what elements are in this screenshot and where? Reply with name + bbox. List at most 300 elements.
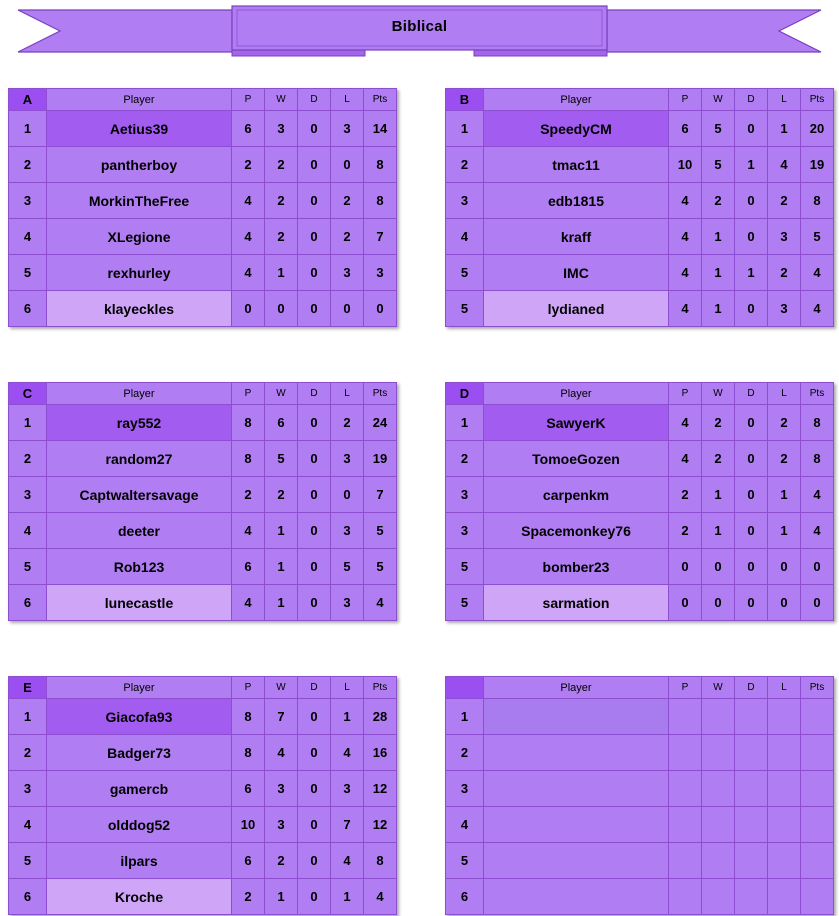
row-stat-w: 1 bbox=[265, 255, 298, 291]
column-header-w: W bbox=[265, 89, 298, 111]
row-stat-l bbox=[768, 843, 801, 879]
row-player-name: klayeckles bbox=[47, 291, 232, 327]
column-header-w: W bbox=[702, 89, 735, 111]
row-stat-l: 3 bbox=[331, 111, 364, 147]
column-header-p: P bbox=[232, 383, 265, 405]
row-stat-l: 1 bbox=[768, 477, 801, 513]
table-row bbox=[9, 879, 397, 915]
standings-table-b bbox=[445, 88, 834, 327]
row-stat-pts: 4 bbox=[801, 477, 834, 513]
table-row bbox=[9, 147, 397, 183]
row-stat-l: 1 bbox=[331, 879, 364, 915]
row-stat-l: 2 bbox=[768, 441, 801, 477]
row-player-name: SpeedyCM bbox=[484, 111, 669, 147]
row-stat-p bbox=[669, 843, 702, 879]
row-stat-p bbox=[669, 879, 702, 915]
row-stat-p: 4 bbox=[669, 441, 702, 477]
row-stat-d: 0 bbox=[298, 771, 331, 807]
table-row bbox=[9, 291, 397, 327]
row-stat-p: 6 bbox=[669, 111, 702, 147]
table-row bbox=[446, 585, 834, 621]
group-label: D bbox=[446, 383, 484, 405]
row-stat-w: 2 bbox=[702, 441, 735, 477]
row-stat-l: 2 bbox=[331, 405, 364, 441]
row-stat-pts: 8 bbox=[364, 183, 397, 219]
column-header-d: D bbox=[298, 89, 331, 111]
row-stat-d bbox=[735, 879, 768, 915]
row-stat-w: 1 bbox=[702, 477, 735, 513]
row-stat-l: 2 bbox=[768, 183, 801, 219]
row-player-name: XLegione bbox=[47, 219, 232, 255]
row-stat-d bbox=[735, 771, 768, 807]
column-header-d: D bbox=[735, 677, 768, 699]
row-stat-w: 1 bbox=[702, 291, 735, 327]
row-stat-p: 4 bbox=[669, 183, 702, 219]
row-stat-p: 4 bbox=[232, 219, 265, 255]
row-position: 2 bbox=[9, 147, 47, 183]
row-stat-w: 1 bbox=[265, 585, 298, 621]
row-player-name: random27 bbox=[47, 441, 232, 477]
group-label: A bbox=[9, 89, 47, 111]
row-position: 5 bbox=[446, 549, 484, 585]
row-stat-pts: 12 bbox=[364, 771, 397, 807]
row-stat-w: 3 bbox=[265, 771, 298, 807]
row-position: 3 bbox=[446, 771, 484, 807]
row-stat-l: 5 bbox=[331, 549, 364, 585]
table-row bbox=[446, 879, 834, 915]
row-player-name: SawyerK bbox=[484, 405, 669, 441]
column-header-p: P bbox=[669, 677, 702, 699]
column-header-d: D bbox=[298, 383, 331, 405]
row-stat-p: 4 bbox=[669, 405, 702, 441]
standings-table-e bbox=[8, 676, 397, 915]
table-row bbox=[9, 111, 397, 147]
table-row bbox=[446, 735, 834, 771]
row-stat-w bbox=[702, 735, 735, 771]
row-stat-l: 4 bbox=[331, 843, 364, 879]
table-row bbox=[9, 807, 397, 843]
column-header-p: P bbox=[232, 677, 265, 699]
row-stat-l bbox=[768, 807, 801, 843]
table-row bbox=[9, 735, 397, 771]
row-stat-d: 0 bbox=[298, 585, 331, 621]
table-row bbox=[9, 843, 397, 879]
row-position: 4 bbox=[9, 807, 47, 843]
row-position: 2 bbox=[9, 735, 47, 771]
table-row bbox=[446, 699, 834, 735]
column-header-player: Player bbox=[47, 677, 232, 699]
standings-grid bbox=[0, 70, 839, 915]
table-row bbox=[446, 771, 834, 807]
row-stat-w: 2 bbox=[265, 843, 298, 879]
table-header-row bbox=[446, 383, 834, 405]
row-stat-l: 2 bbox=[768, 255, 801, 291]
table-row bbox=[9, 219, 397, 255]
row-stat-d: 0 bbox=[298, 147, 331, 183]
column-header-player: Player bbox=[484, 677, 669, 699]
row-stat-pts: 12 bbox=[364, 807, 397, 843]
row-stat-w: 0 bbox=[265, 291, 298, 327]
row-stat-d: 0 bbox=[735, 549, 768, 585]
row-stat-l: 0 bbox=[331, 291, 364, 327]
column-header-l: L bbox=[768, 677, 801, 699]
row-player-name: carpenkm bbox=[484, 477, 669, 513]
column-header-l: L bbox=[768, 89, 801, 111]
row-stat-l: 1 bbox=[331, 699, 364, 735]
table-row bbox=[446, 513, 834, 549]
row-stat-pts: 8 bbox=[801, 405, 834, 441]
row-stat-d: 0 bbox=[735, 405, 768, 441]
row-stat-pts: 5 bbox=[364, 549, 397, 585]
column-header-d: D bbox=[735, 383, 768, 405]
row-stat-pts: 4 bbox=[364, 879, 397, 915]
row-stat-d: 0 bbox=[298, 405, 331, 441]
column-header-l: L bbox=[331, 89, 364, 111]
table-header-row bbox=[9, 677, 397, 699]
row-position: 2 bbox=[446, 735, 484, 771]
row-player-name: ray552 bbox=[47, 405, 232, 441]
row-stat-w: 0 bbox=[702, 549, 735, 585]
row-player-name: edb1815 bbox=[484, 183, 669, 219]
column-header-w: W bbox=[702, 677, 735, 699]
row-player-name: Badger73 bbox=[47, 735, 232, 771]
row-player-name: Spacemonkey76 bbox=[484, 513, 669, 549]
column-header-p: P bbox=[669, 383, 702, 405]
column-header-pts: Pts bbox=[801, 383, 834, 405]
row-position: 3 bbox=[9, 183, 47, 219]
row-stat-pts: 4 bbox=[801, 291, 834, 327]
row-stat-d bbox=[735, 807, 768, 843]
row-stat-pts: 0 bbox=[801, 585, 834, 621]
row-stat-d: 0 bbox=[298, 843, 331, 879]
row-stat-w: 1 bbox=[265, 879, 298, 915]
row-stat-p: 4 bbox=[232, 255, 265, 291]
row-stat-p: 0 bbox=[232, 291, 265, 327]
row-position: 1 bbox=[446, 111, 484, 147]
row-stat-l bbox=[768, 879, 801, 915]
row-position: 4 bbox=[9, 219, 47, 255]
row-stat-l: 1 bbox=[768, 513, 801, 549]
row-stat-d: 0 bbox=[735, 183, 768, 219]
row-position: 6 bbox=[9, 879, 47, 915]
row-stat-pts: 4 bbox=[364, 585, 397, 621]
row-stat-l: 0 bbox=[768, 549, 801, 585]
row-stat-p: 8 bbox=[232, 699, 265, 735]
row-stat-d: 0 bbox=[298, 183, 331, 219]
column-header-pts: Pts bbox=[801, 89, 834, 111]
row-stat-pts: 0 bbox=[801, 549, 834, 585]
row-player-name: gamercb bbox=[47, 771, 232, 807]
row-stat-d: 0 bbox=[735, 513, 768, 549]
row-stat-p: 8 bbox=[232, 735, 265, 771]
row-stat-w: 6 bbox=[265, 405, 298, 441]
row-stat-p: 10 bbox=[669, 147, 702, 183]
row-stat-l: 3 bbox=[331, 585, 364, 621]
row-stat-d: 1 bbox=[735, 147, 768, 183]
row-stat-d: 0 bbox=[735, 585, 768, 621]
row-stat-p bbox=[669, 771, 702, 807]
row-stat-w: 7 bbox=[265, 699, 298, 735]
row-stat-pts: 24 bbox=[364, 405, 397, 441]
row-stat-w: 2 bbox=[265, 477, 298, 513]
row-stat-pts: 8 bbox=[801, 183, 834, 219]
row-stat-l: 2 bbox=[331, 219, 364, 255]
row-stat-d: 0 bbox=[298, 255, 331, 291]
row-player-name bbox=[484, 735, 669, 771]
row-position: 4 bbox=[446, 219, 484, 255]
row-player-name: Rob123 bbox=[47, 549, 232, 585]
row-stat-d: 0 bbox=[298, 477, 331, 513]
row-player-name: Captwaltersavage bbox=[47, 477, 232, 513]
row-stat-pts: 8 bbox=[364, 147, 397, 183]
row-stat-l bbox=[768, 771, 801, 807]
row-position: 6 bbox=[9, 291, 47, 327]
row-stat-pts: 5 bbox=[801, 219, 834, 255]
row-stat-pts: 7 bbox=[364, 219, 397, 255]
row-stat-l: 4 bbox=[768, 147, 801, 183]
column-header-pts: Pts bbox=[364, 383, 397, 405]
standings-table-d bbox=[445, 382, 834, 621]
table-row bbox=[9, 441, 397, 477]
column-header-pts: Pts bbox=[364, 677, 397, 699]
row-position: 3 bbox=[446, 513, 484, 549]
row-stat-pts bbox=[801, 771, 834, 807]
row-stat-d: 1 bbox=[735, 255, 768, 291]
table-header-row bbox=[446, 89, 834, 111]
table-row bbox=[9, 549, 397, 585]
table-row bbox=[446, 405, 834, 441]
row-position: 4 bbox=[446, 807, 484, 843]
table-header-row bbox=[9, 89, 397, 111]
row-position: 1 bbox=[9, 699, 47, 735]
row-stat-l: 1 bbox=[768, 111, 801, 147]
row-stat-pts: 8 bbox=[801, 441, 834, 477]
row-stat-pts: 14 bbox=[364, 111, 397, 147]
row-stat-w: 3 bbox=[265, 111, 298, 147]
column-header-p: P bbox=[669, 89, 702, 111]
row-stat-d: 0 bbox=[298, 879, 331, 915]
row-stat-pts: 0 bbox=[364, 291, 397, 327]
column-header-pts: Pts bbox=[801, 677, 834, 699]
row-stat-p: 0 bbox=[669, 549, 702, 585]
row-stat-w: 4 bbox=[265, 735, 298, 771]
group-label: C bbox=[9, 383, 47, 405]
row-stat-w: 5 bbox=[702, 147, 735, 183]
row-stat-l bbox=[768, 699, 801, 735]
row-position: 2 bbox=[446, 147, 484, 183]
row-stat-l: 3 bbox=[768, 291, 801, 327]
row-player-name bbox=[484, 843, 669, 879]
row-stat-p bbox=[669, 699, 702, 735]
row-stat-w: 3 bbox=[265, 807, 298, 843]
row-player-name: kraff bbox=[484, 219, 669, 255]
standings-table-a bbox=[8, 88, 397, 327]
row-stat-l: 0 bbox=[331, 147, 364, 183]
row-stat-w: 1 bbox=[265, 513, 298, 549]
table-row bbox=[446, 183, 834, 219]
row-player-name: olddog52 bbox=[47, 807, 232, 843]
row-stat-w: 2 bbox=[265, 219, 298, 255]
column-header-l: L bbox=[331, 383, 364, 405]
table-row bbox=[9, 255, 397, 291]
row-player-name: Aetius39 bbox=[47, 111, 232, 147]
row-stat-d: 0 bbox=[735, 291, 768, 327]
row-player-name bbox=[484, 879, 669, 915]
row-position: 1 bbox=[446, 405, 484, 441]
row-stat-l bbox=[768, 735, 801, 771]
row-stat-p: 8 bbox=[232, 405, 265, 441]
column-header-d: D bbox=[735, 89, 768, 111]
row-stat-d: 0 bbox=[735, 111, 768, 147]
row-stat-l: 4 bbox=[331, 735, 364, 771]
row-position: 6 bbox=[446, 879, 484, 915]
row-position: 2 bbox=[9, 441, 47, 477]
row-stat-p: 4 bbox=[232, 513, 265, 549]
column-header-player: Player bbox=[484, 89, 669, 111]
table-row bbox=[446, 111, 834, 147]
row-stat-pts bbox=[801, 699, 834, 735]
row-position: 3 bbox=[446, 183, 484, 219]
row-player-name bbox=[484, 699, 669, 735]
row-stat-l: 7 bbox=[331, 807, 364, 843]
table-row bbox=[446, 549, 834, 585]
row-stat-d: 0 bbox=[735, 477, 768, 513]
row-stat-p: 2 bbox=[669, 513, 702, 549]
standings-table-c bbox=[8, 382, 397, 621]
row-stat-l: 2 bbox=[331, 183, 364, 219]
row-position: 5 bbox=[9, 549, 47, 585]
row-stat-pts: 8 bbox=[364, 843, 397, 879]
row-player-name: tmac11 bbox=[484, 147, 669, 183]
row-stat-d: 0 bbox=[298, 111, 331, 147]
row-position: 5 bbox=[446, 843, 484, 879]
table-row bbox=[9, 477, 397, 513]
table-row bbox=[9, 771, 397, 807]
row-stat-d bbox=[735, 735, 768, 771]
row-stat-pts: 5 bbox=[364, 513, 397, 549]
row-stat-d: 0 bbox=[735, 219, 768, 255]
row-stat-pts: 19 bbox=[801, 147, 834, 183]
row-position: 1 bbox=[9, 111, 47, 147]
row-stat-l: 3 bbox=[768, 219, 801, 255]
row-stat-pts: 19 bbox=[364, 441, 397, 477]
row-position: 1 bbox=[9, 405, 47, 441]
column-header-player: Player bbox=[484, 383, 669, 405]
row-stat-p: 4 bbox=[669, 219, 702, 255]
row-stat-d: 0 bbox=[735, 441, 768, 477]
column-header-d: D bbox=[298, 677, 331, 699]
row-position: 2 bbox=[446, 441, 484, 477]
row-stat-p: 2 bbox=[232, 477, 265, 513]
row-stat-d: 0 bbox=[298, 219, 331, 255]
row-stat-w bbox=[702, 771, 735, 807]
row-player-name: Giacofa93 bbox=[47, 699, 232, 735]
row-position: 5 bbox=[446, 585, 484, 621]
table-row bbox=[446, 477, 834, 513]
row-stat-pts: 7 bbox=[364, 477, 397, 513]
row-stat-p: 6 bbox=[232, 843, 265, 879]
row-stat-p bbox=[669, 735, 702, 771]
table-row bbox=[9, 183, 397, 219]
page-title: Biblical bbox=[391, 18, 448, 35]
column-header-pts: Pts bbox=[364, 89, 397, 111]
group-label bbox=[446, 677, 484, 699]
table-row bbox=[446, 291, 834, 327]
row-player-name: sarmation bbox=[484, 585, 669, 621]
standings-table-blank bbox=[445, 676, 834, 915]
row-stat-pts: 16 bbox=[364, 735, 397, 771]
row-stat-w: 1 bbox=[702, 513, 735, 549]
row-stat-w: 1 bbox=[702, 255, 735, 291]
row-stat-d: 0 bbox=[298, 549, 331, 585]
table-row bbox=[446, 807, 834, 843]
row-player-name: MorkinTheFree bbox=[47, 183, 232, 219]
row-stat-l: 2 bbox=[768, 405, 801, 441]
row-stat-d bbox=[735, 843, 768, 879]
row-stat-p: 4 bbox=[232, 183, 265, 219]
row-player-name: deeter bbox=[47, 513, 232, 549]
column-header-w: W bbox=[265, 383, 298, 405]
row-player-name: Kroche bbox=[47, 879, 232, 915]
row-stat-pts bbox=[801, 843, 834, 879]
row-stat-w bbox=[702, 843, 735, 879]
row-player-name: IMC bbox=[484, 255, 669, 291]
table-row bbox=[446, 843, 834, 879]
column-header-p: P bbox=[232, 89, 265, 111]
column-header-l: L bbox=[768, 383, 801, 405]
row-stat-d bbox=[735, 699, 768, 735]
row-player-name: lunecastle bbox=[47, 585, 232, 621]
row-player-name bbox=[484, 807, 669, 843]
row-stat-pts bbox=[801, 735, 834, 771]
column-header-w: W bbox=[702, 383, 735, 405]
row-stat-d: 0 bbox=[298, 291, 331, 327]
row-stat-w: 5 bbox=[702, 111, 735, 147]
row-stat-pts: 20 bbox=[801, 111, 834, 147]
row-stat-p: 4 bbox=[232, 585, 265, 621]
row-stat-p: 0 bbox=[669, 585, 702, 621]
row-stat-d: 0 bbox=[298, 807, 331, 843]
column-header-w: W bbox=[265, 677, 298, 699]
row-stat-w: 2 bbox=[265, 147, 298, 183]
row-stat-pts bbox=[801, 807, 834, 843]
row-stat-l: 3 bbox=[331, 771, 364, 807]
row-player-name: pantherboy bbox=[47, 147, 232, 183]
row-stat-p bbox=[669, 807, 702, 843]
row-stat-p: 6 bbox=[232, 771, 265, 807]
row-stat-l: 3 bbox=[331, 513, 364, 549]
row-stat-d: 0 bbox=[298, 441, 331, 477]
row-player-name: rexhurley bbox=[47, 255, 232, 291]
row-stat-p: 6 bbox=[232, 111, 265, 147]
table-header-row bbox=[9, 383, 397, 405]
row-stat-p: 4 bbox=[669, 291, 702, 327]
row-stat-p: 4 bbox=[669, 255, 702, 291]
column-header-l: L bbox=[331, 677, 364, 699]
group-label: E bbox=[9, 677, 47, 699]
row-player-name: bomber23 bbox=[484, 549, 669, 585]
row-stat-pts: 28 bbox=[364, 699, 397, 735]
row-player-name: ilpars bbox=[47, 843, 232, 879]
row-stat-w: 2 bbox=[702, 183, 735, 219]
row-position: 3 bbox=[9, 771, 47, 807]
row-stat-p: 10 bbox=[232, 807, 265, 843]
row-stat-w: 2 bbox=[265, 183, 298, 219]
row-stat-d: 0 bbox=[298, 735, 331, 771]
row-position: 3 bbox=[446, 477, 484, 513]
table-header-row bbox=[446, 677, 834, 699]
row-position: 1 bbox=[446, 699, 484, 735]
